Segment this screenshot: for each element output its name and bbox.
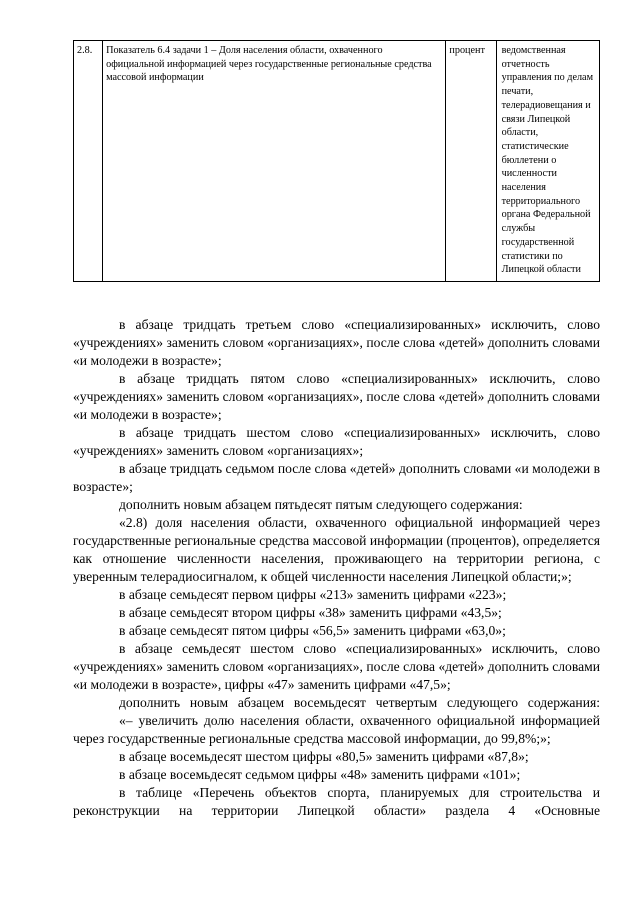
paragraph-2: в абзаце тридцать пятом слово «специализированных» исключить, слово «учреждениях» заменить словом «организациях», после слова «детей» дополнить словами «и молодежи в возрасте»; (73, 371, 600, 422)
paragraph-11: дополнить новым абзацем восемьдесят четвертым следующего содержания: (119, 695, 600, 710)
paragraph-12: «– увеличить долю населения области, охваченного официальной информацией через государственные региональные средства массовой информации, до 99,8%;»; (73, 713, 600, 746)
paragraph-14: в абзаце восемьдесят седьмом цифры «48» заменить цифрами «101»; (119, 767, 521, 782)
paragraph-13: в абзаце восемьдесят шестом цифры «80,5» заменить цифрами «87,8»; (119, 749, 529, 764)
paragraph-7: в абзаце семьдесят первом цифры «213» заменить цифрами «223»; (119, 587, 507, 602)
indicator-table (73, 40, 600, 282)
paragraph-10: в абзаце семьдесят шестом слово «специализированных» исключить, слово «учреждениях» заменить словом «организациях», после слова «детей» дополнить словами «и молодежи в возрасте», цифры «47» заменить цифрами «47,5»; (73, 641, 600, 692)
paragraph-4: в абзаце тридцать седьмом после слова «детей» дополнить словами «и молодежи в возрасте»; (73, 461, 600, 494)
paragraph-15: в таблице «Перечень объектов спорта, планируемых для строительства и реконструкции на территории Липецкой области» раздела 4 «Основные (73, 785, 600, 818)
document-body (73, 316, 600, 820)
unit-cell: процент (446, 41, 496, 282)
paragraph-3: в абзаце тридцать шестом слово «специализированных» исключить, слово «учреждениях» заменить словом «организациях»; (73, 425, 600, 458)
table-row (74, 41, 600, 282)
paragraph-6: «2.8) доля населения области, охваченного официальной информацией через государственные региональные средства массовой информации (процентов), определяется как отношение численности населения, проживающего на территории региона, с уверенным телерадиосигналом, к общей численности населения Липецкой области;»; (73, 515, 600, 584)
paragraph-1: в абзаце тридцать третьем слово «специализированных» исключить, слово «учреждениях» заменить словом «организациях», после слова «детей» дополнить словами «и молодежи в возрасте»; (73, 317, 600, 368)
data-source-cell: ведомственная отчетность управления по делам печати, телерадиовещания и связи Липецкой области, статистические бюллетени о численности населения территориального органа Федеральной службы государственной статистики по Липецкой области (496, 41, 599, 282)
indicator-name-cell: Показатель 6.4 задачи 1 – Доля населения области, охваченного официальной информацией через государственные региональные средства массовой информации (103, 41, 446, 282)
paragraph-8: в абзаце семьдесят втором цифры «38» заменить цифрами «43,5»; (119, 605, 502, 620)
paragraph-9: в абзаце семьдесят пятом цифры «56,5» заменить цифрами «63,0»; (119, 623, 506, 638)
paragraph-5: дополнить новым абзацем пятьдесят пятым следующего содержания: (119, 497, 523, 512)
row-number-cell: 2.8. (74, 41, 103, 282)
